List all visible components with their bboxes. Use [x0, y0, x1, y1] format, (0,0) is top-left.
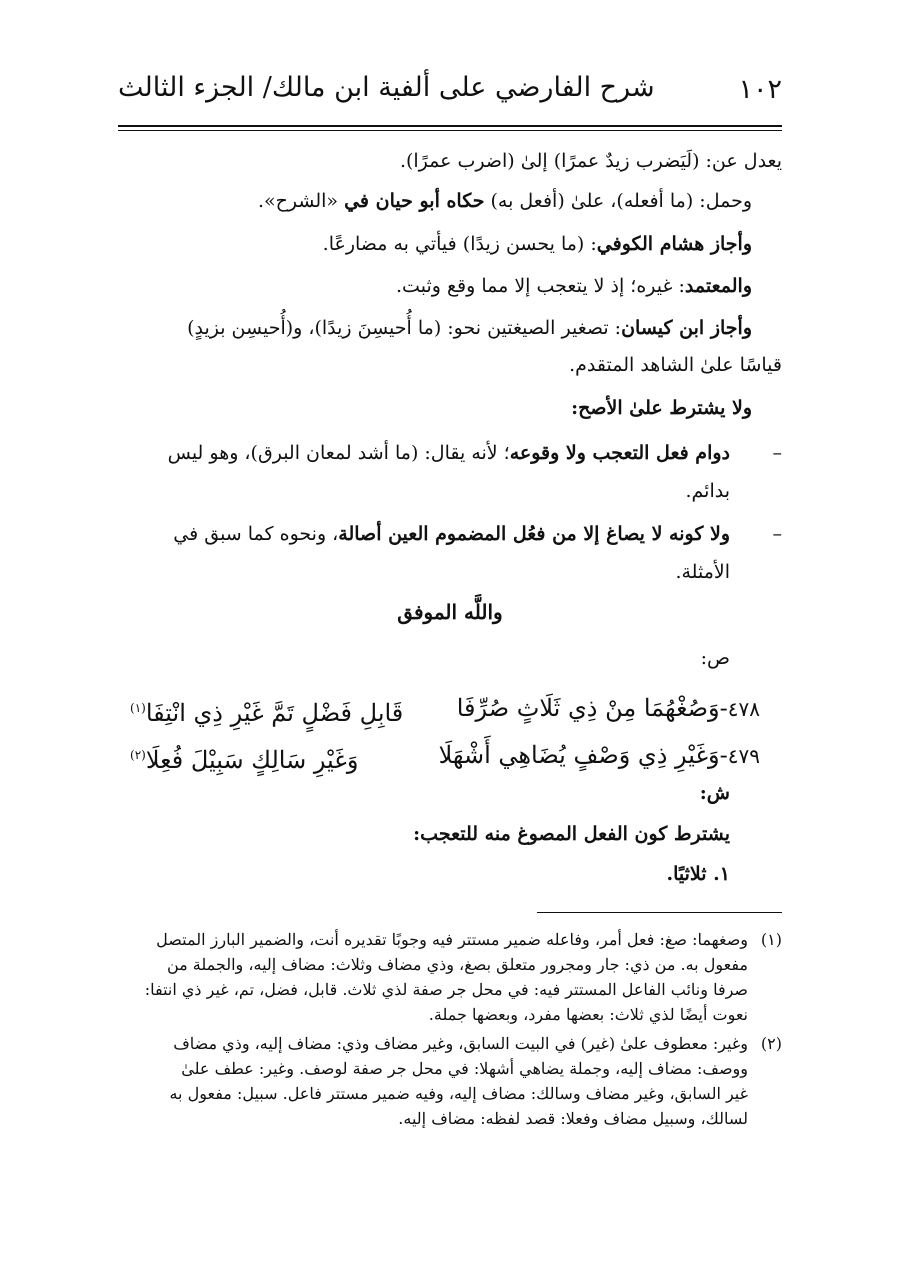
text-span: ص: — [700, 647, 730, 669]
footnote-body — [118, 927, 748, 1027]
header-rule-thick — [118, 125, 782, 127]
verse-hemistich-1: -وَصُغْهُمَا مِنْ ذِي ثَلَاثٍ صُرِّفَا — [456, 694, 728, 722]
footnote-line: ووصف: مضاف إليه، وجملة يضاهي أشهلا: في محل جر صفة لوصف. وغير: عطف علىٰ — [181, 1059, 748, 1078]
text-span: «الشرح». — [258, 190, 345, 212]
bullet-line — [118, 518, 730, 551]
text-span: ؛ لأنه يقال: (ما أشد لمعان البرق)، وهو ليس — [167, 442, 510, 464]
condition-heading — [118, 818, 730, 851]
text-span: الأمثلة. — [675, 561, 730, 583]
verse-line — [130, 688, 760, 729]
verse-hemistich-2: قَابِلِ فَضْلٍ تَمَّ غَيْرِ ذِي انْتِفَا — [145, 699, 404, 727]
footnote-line: لسالك، وسبيل مضاف وفعلا: قصد لفظه: مضاف إليه. — [398, 1109, 748, 1128]
text-span: وحمل: (ما أفعله)، علىٰ (أفعل به) — [484, 190, 752, 212]
text-line — [118, 312, 752, 345]
footnote — [118, 1031, 782, 1131]
header-rule-thin — [118, 130, 782, 131]
closing-phrase: واللَّه الموفق — [397, 600, 503, 624]
bullet-line — [118, 556, 730, 589]
text-span: : (ما يحسن زيدًا) فيأتي به مضارعًا. — [322, 233, 597, 255]
verse-hemistich-2: وَغَيْرِ سَالِكٍ سَبِيْلَ فُعِلَا — [145, 746, 359, 774]
footnote-line: غير السابق، وغير مضاف وسالك: مضاف إليه، وفيه ضمير مستتر فاعل. سبيل: مفعول به — [169, 1084, 748, 1103]
footnote-number: (١) — [760, 930, 782, 949]
footnote-line: نعوت أيضًا لذي ثلاث: بعضها مفرد، وبعضها جملة. — [428, 1005, 748, 1024]
footnote-line: مفعول به. من ذي: جار ومجرور متعلق بصغ، وذي مضاف وثلاث: مضاف إليه، والجملة من — [166, 955, 748, 974]
bullet-mark: – — [772, 523, 782, 545]
text-line — [118, 185, 752, 218]
bullet-line — [118, 437, 730, 470]
verse-hemistich-2-wrap — [130, 688, 403, 733]
footnote-line: وصغهما: صغ: فعل أمر، وفاعله ضمير مستتر فيه وجوبًا تقديره أنت، والضمير البارز المتصل — [156, 930, 748, 949]
footnote-line: صرفا ونائب الفاعل المستتر فيه: في محل جر صفة لذي ثلاث. قابل، فضل، تم، غير ذي انتفا: — [144, 980, 748, 999]
footnote-ref[interactable]: (١) — [130, 701, 146, 715]
verse-line — [130, 735, 760, 776]
footnote — [118, 927, 782, 1027]
shin-marker — [118, 777, 730, 810]
text-span: قياسًا علىٰ الشاهد المتقدم. — [569, 354, 782, 376]
bold-span: وأجاز ابن كيسان — [621, 317, 752, 339]
bullet-line — [118, 475, 730, 508]
text-span: ش: — [699, 782, 730, 804]
bold-span: والمعتمد — [684, 275, 752, 297]
text-span: ، ونحوه كما سبق في — [173, 523, 339, 545]
heading-text: ولا يشترط علىٰ الأصح: — [571, 397, 752, 419]
bold-span: حكاه أبو حيان في — [344, 190, 485, 212]
page-number: ١٠٢ — [738, 74, 782, 105]
text-span: بدائم. — [685, 480, 730, 502]
footnote-number: (٢) — [760, 1034, 782, 1053]
text-line — [118, 228, 752, 261]
running-title: شرح الفارضي على ألفية ابن مالك/ الجزء الثالث — [118, 72, 655, 103]
text-line — [118, 270, 752, 303]
verse-number: ٤٧٨ — [727, 697, 760, 721]
text-span: يعدل عن: (لَيَضرب زيدٌ عمرًا) إلىٰ (اضرب عمرًا). — [399, 150, 782, 172]
text-span: : غيره؛ إذ لا يتعجب إلا مما وقع وثبت. — [396, 275, 685, 297]
text-span: ١. ثلاثيًا. — [666, 863, 730, 885]
verse-number: ٤٧٩ — [727, 744, 760, 768]
section-heading — [118, 392, 752, 425]
bold-span: ولا كونه لا يصاغ إلا من فعُل المضموم العين أصالة — [338, 523, 730, 545]
footnote-ref[interactable]: (٢) — [130, 748, 146, 762]
sad-marker — [118, 642, 730, 675]
text-line — [118, 349, 782, 382]
text-span: : تصغير الصيغتين نحو: (ما أُحيسِنَ زيدًا)، و(أُحيسِن بزيدٍ) — [187, 317, 622, 339]
text-span: يشترط كون الفعل المصوغ منه للتعجب: — [413, 823, 730, 845]
page-header — [118, 70, 782, 114]
bullet-mark: – — [772, 442, 782, 464]
bold-span: دوام فعل التعجب ولا وقوعه — [509, 442, 730, 464]
footnote-body — [118, 1031, 748, 1131]
condition-item — [118, 858, 730, 891]
footnote-line: وغير: معطوف علىٰ (غير) في البيت السابق، وغير مضاف وذي: مضاف إليه، وذي مضاف — [173, 1034, 748, 1053]
text-line — [118, 145, 782, 178]
footnote-separator — [537, 912, 782, 913]
verse-hemistich-1: -وَغَيْرِ ذِي وَصْفٍ يُضَاهِي أَشْهَلَا — [438, 741, 728, 769]
bold-span: وأجاز هشام الكوفي — [596, 233, 752, 255]
verse-hemistich-2-wrap — [130, 735, 358, 780]
